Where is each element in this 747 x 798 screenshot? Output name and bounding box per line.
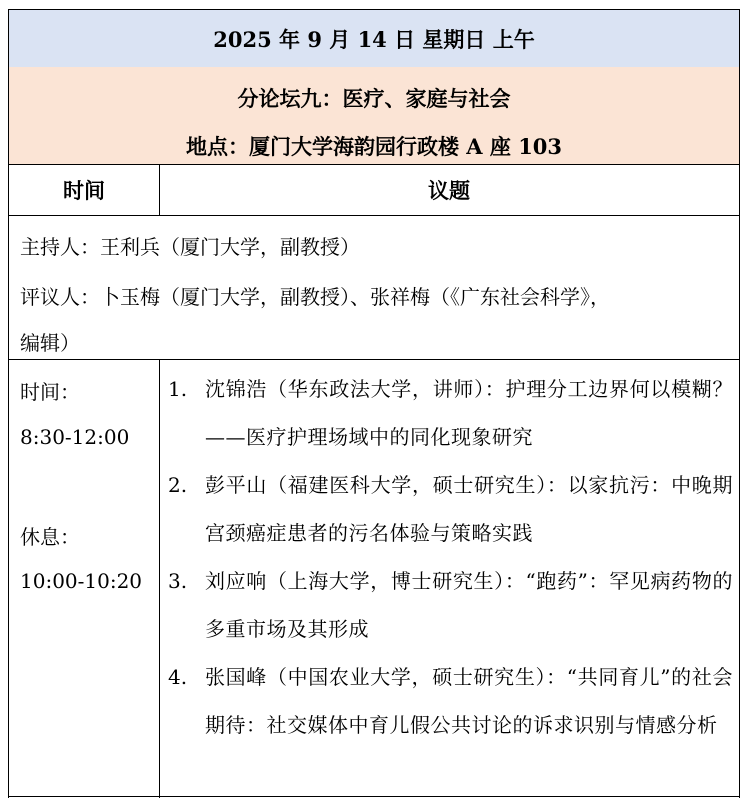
column-header-topic-label: 议题 xyxy=(428,177,470,203)
agenda-item-text: 彭平山（福建医科大学，硕士研究生）：以家抗污：中晚期宫颈癌症患者的污名体验与策略实践 xyxy=(205,473,733,545)
agenda-item-text: 张国峰（中国农业大学，硕士研究生）：“共同育儿”的社会期待：社交媒体中育儿假公共讨论的诉求识别与情感分析 xyxy=(205,665,733,737)
forum-header xyxy=(8,67,740,165)
forum-venue: 地点：厦门大学海韵园行政楼 A 座 103 xyxy=(185,134,563,159)
host-line: 主持人：王利兵（厦门大学，副教授） xyxy=(20,235,360,259)
agenda-item-number: 4. xyxy=(168,665,188,689)
agenda-item-text: 沈锦浩（华东政法大学，讲师）：护理分工边界何以模糊？——医疗护理场域中的同化现象研究 xyxy=(205,377,733,449)
column-header-time-label: 时间 xyxy=(63,177,105,203)
agenda-item-number: 1. xyxy=(168,377,188,401)
date-text: 2025 年 9 月 14 日 星期日 上午 xyxy=(213,26,535,52)
forum-title: 分论坛九：医疗、家庭与社会 xyxy=(237,86,511,111)
discussants-line-2: 编辑） xyxy=(20,331,80,355)
schedule-topics-cell xyxy=(159,359,740,798)
schedule-time-cell xyxy=(8,359,160,798)
discussants-line-1: 评议人：卜玉梅（厦门大学，副教授）、张祥梅（《广东社会科学》， xyxy=(20,285,610,309)
column-header-time xyxy=(8,164,160,216)
column-header-topic xyxy=(159,164,740,216)
break-label: 休息： xyxy=(20,525,80,549)
agenda-item-number: 3. xyxy=(168,569,188,593)
time-value: 8:30-12:00 xyxy=(20,425,130,449)
break-value: 10:00-10:20 xyxy=(20,569,143,593)
agenda-item-text: 刘应响（上海大学，博士研究生）：“跑药”：罕见病药物的多重市场及其形成 xyxy=(205,569,733,641)
people-row xyxy=(8,215,740,360)
date-header xyxy=(8,9,740,68)
time-label: 时间： xyxy=(20,380,80,404)
agenda-item-number: 2. xyxy=(168,473,188,497)
